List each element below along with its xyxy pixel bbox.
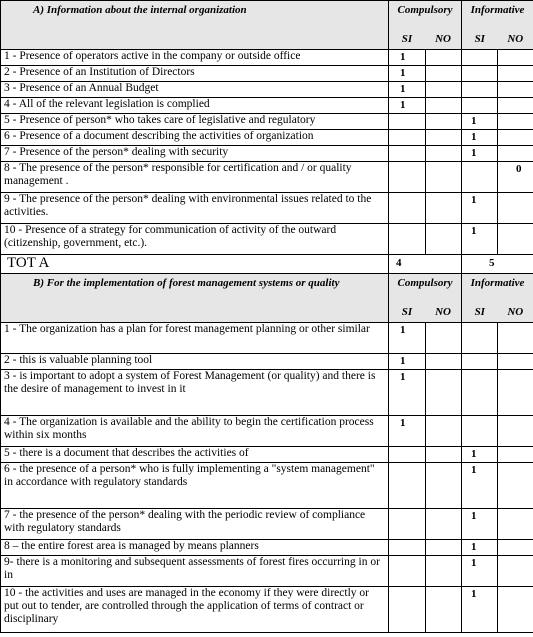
compulsory-si-cell: 1 [389,323,426,354]
checklist-row [1,50,533,66]
compulsory-no-label-a: NO [435,33,451,45]
informative-no-cell [498,587,533,633]
compulsory-si-label-a: SI [401,33,413,45]
criterion-text: 8 – the entire forest area is managed by means planners [1,540,389,556]
compulsory-si-cell: 1 [389,82,426,98]
informative-si-cell: 1 [462,556,498,587]
compulsory-no-cell [426,98,462,114]
checklist-row [1,447,533,463]
criterion-text: 7 - Presence of the person* dealing with security [1,146,389,162]
total-a-label: TOT A [1,255,389,274]
compulsory-no-cell [426,146,462,162]
compulsory-si-cell [389,162,426,193]
section-a-header [1,1,533,50]
informative-si-cell [462,416,498,447]
checklist-row [1,556,533,587]
compulsory-no-label-b: NO [435,306,451,318]
compulsory-si-cell [389,114,426,130]
compulsory-no-cell [426,354,462,370]
checklist-row [1,82,533,98]
informative-si-cell [462,370,498,416]
compulsory-no-cell [426,556,462,587]
informative-header-a [462,1,533,50]
compulsory-no-cell [426,447,462,463]
checklist-row [1,587,533,633]
criterion-text: 5 - there is a document that describes the activities of [1,447,389,463]
informative-si-cell: 1 [462,114,498,130]
checklist-row [1,323,533,354]
compulsory-si-cell [389,146,426,162]
compulsory-no-cell [426,323,462,354]
checklist-row [1,224,533,255]
checklist-row [1,509,533,540]
criterion-text: 4 - All of the relevant legislation is complied [1,98,389,114]
criterion-text: 7 - the presence of the person* dealing with the periodic review of compliance with regulatory standards [1,509,389,540]
criterion-text: 3 - Presence of an Annual Budget [1,82,389,98]
informative-si-cell [462,82,498,98]
informative-no-cell [498,540,533,556]
informative-si-label-b: SI [474,306,485,318]
informative-no-cell [498,224,533,255]
checklist-row [1,416,533,447]
checklist-row [1,370,533,416]
compulsory-no-cell [426,587,462,633]
compulsory-no-cell [426,50,462,66]
informative-no-cell [498,463,533,509]
compulsory-no-cell [426,370,462,416]
informative-no-cell [498,447,533,463]
informative-header-b [462,274,533,323]
compulsory-si-cell: 1 [389,370,426,416]
criterion-text: 2 - Presence of an Institution of Directors [1,66,389,82]
criterion-text: 5 - Presence of person* who takes care of legislative and regulatory [1,114,389,130]
criterion-text: 6 - the presence of a person* who is fully implementing a "system management" in accordance with regulatory standards [1,463,389,509]
informative-no-cell [498,114,533,130]
section-a-title [1,1,389,50]
criterion-text: 10 - the activities and uses are managed in the economy if they were directly or put out to tender, are controlled through the application of terms of contract or disciplinary [1,587,389,633]
informative-no-cell [498,82,533,98]
compulsory-si-label-b: SI [401,306,413,318]
compulsory-no-cell [426,224,462,255]
informative-no-label-b: NO [507,306,524,318]
checklist-row [1,114,533,130]
informative-si-cell: 1 [462,463,498,509]
compulsory-label-b: Compulsory [397,277,453,289]
informative-no-cell [498,509,533,540]
compulsory-si-cell [389,193,426,224]
criterion-text: 2 - this is valuable planning tool [1,354,389,370]
compulsory-si-cell [389,447,426,463]
checklist-row [1,146,533,162]
compulsory-si-cell: 1 [389,98,426,114]
compulsory-no-cell [426,463,462,509]
compulsory-no-cell [426,130,462,146]
total-a-row [1,255,533,274]
informative-no-cell [498,130,533,146]
section-a-body [1,1,533,255]
compulsory-si-cell [389,587,426,633]
informative-si-cell: 1 [462,130,498,146]
checklist-row [1,66,533,82]
informative-no-cell [498,66,533,82]
informative-no-cell [498,556,533,587]
criterion-text: 3 - is important to adopt a system of Forest Management (or quality) and there is the desire of management to invest in it [1,370,389,416]
informative-si-cell: 1 [462,540,498,556]
total-a-compulsory: 4 [389,255,462,274]
compulsory-no-cell [426,82,462,98]
total-a-body [1,255,533,274]
compulsory-si-cell: 1 [389,50,426,66]
checklist-row [1,193,533,224]
informative-si-cell [462,50,498,66]
compulsory-si-cell [389,540,426,556]
compulsory-no-cell [426,114,462,130]
informative-no-cell [498,193,533,224]
criterion-text: 1 - Presence of operators active in the company or outside office [1,50,389,66]
informative-si-cell: 1 [462,509,498,540]
informative-si-cell: 1 [462,447,498,463]
compulsory-header-b [389,274,462,323]
criterion-text: 9 - The presence of the person* dealing with environmental issues related to the activities. [1,193,389,224]
compulsory-si-cell [389,509,426,540]
criterion-text: 8 - The presence of the person* responsible for certification and / or quality management . [1,162,389,193]
informative-no-cell [498,50,533,66]
compulsory-si-cell [389,463,426,509]
section-b-body [1,274,533,633]
informative-no-cell [498,146,533,162]
section-b-title [1,274,389,323]
checklist-row [1,98,533,114]
section-a-title-text: A) Information about the internal organization [33,4,247,16]
informative-si-cell: 1 [462,146,498,162]
informative-si-cell: 1 [462,224,498,255]
informative-si-cell [462,323,498,354]
compulsory-no-cell [426,540,462,556]
informative-no-cell [498,323,533,354]
informative-si-cell: 1 [462,587,498,633]
informative-no-cell [498,354,533,370]
compulsory-no-cell [426,162,462,193]
informative-si-cell [462,354,498,370]
checklist-row [1,162,533,193]
compulsory-si-cell [389,224,426,255]
compulsory-header-a [389,1,462,50]
total-a-informative: 5 [462,255,533,274]
compulsory-si-cell [389,556,426,587]
criterion-text: 4 - The organization is available and the ability to begin the certification process within six months [1,416,389,447]
informative-no-cell: 0 [498,162,533,193]
criterion-text: 9- there is a monitoring and subsequent assessments of forest fires occurring in or in [1,556,389,587]
informative-no-label-a: NO [507,33,524,45]
informative-no-cell [498,416,533,447]
compulsory-si-cell: 1 [389,66,426,82]
criterion-text: 6 - Presence of a document describing the activities of organization [1,130,389,146]
section-b-header [1,274,533,323]
informative-no-cell [498,98,533,114]
criterion-text: 1 - The organization has a plan for forest management planning or other similar [1,323,389,354]
informative-si-cell [462,66,498,82]
informative-no-cell [498,370,533,416]
informative-si-cell [462,98,498,114]
compulsory-label-a: Compulsory [397,4,453,16]
compulsory-si-cell: 1 [389,354,426,370]
informative-si-cell [462,162,498,193]
compulsory-si-cell: 1 [389,416,426,447]
checklist-row [1,463,533,509]
checklist-row [1,540,533,556]
informative-label-b: Informative [470,277,525,289]
checklist-row [1,130,533,146]
informative-si-label-a: SI [474,33,485,45]
compulsory-no-cell [426,193,462,224]
compulsory-no-cell [426,66,462,82]
compulsory-si-cell [389,130,426,146]
informative-label-a: Informative [470,4,525,16]
section-b-title-text: B) For the implementation of forest management systems or quality [33,277,340,289]
checklist-row [1,354,533,370]
criterion-text: 10 - Presence of a strategy for communication of activity of the outward (citizenship, government, etc.). [1,224,389,255]
compulsory-no-cell [426,509,462,540]
compulsory-no-cell [426,416,462,447]
informative-si-cell: 1 [462,193,498,224]
